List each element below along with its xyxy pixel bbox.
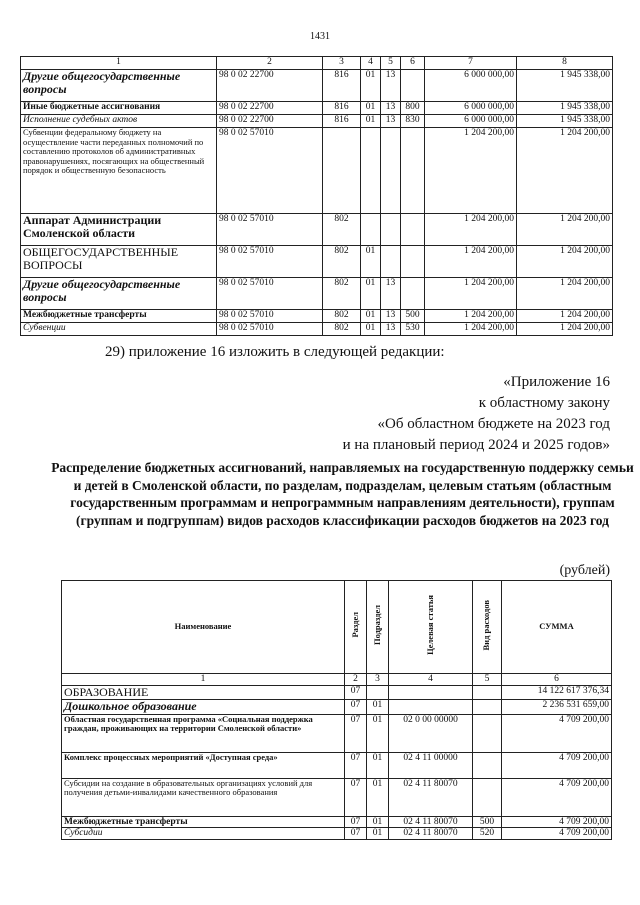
appendix-line: и на плановый период 2024 и 2025 годов» bbox=[342, 437, 610, 453]
cell: 01 bbox=[361, 102, 381, 115]
table-row bbox=[21, 128, 613, 214]
cell: 530 bbox=[401, 323, 425, 336]
row-name: Другие общегосударственные вопросы bbox=[21, 70, 217, 102]
col-header-target-article: Целевая статья bbox=[424, 595, 435, 656]
table-header-row bbox=[62, 581, 612, 674]
cell: 802 bbox=[323, 214, 361, 246]
row-name: Дошкольное образование bbox=[62, 700, 345, 714]
cell: 4 709 200,00 bbox=[502, 714, 612, 752]
table-row bbox=[21, 310, 613, 323]
cell: 1 204 200,00 bbox=[517, 278, 613, 310]
budget-table-continuation bbox=[20, 56, 613, 336]
cell: 800 bbox=[401, 102, 425, 115]
cell: 2 236 531 659,00 bbox=[502, 700, 612, 714]
table-row bbox=[21, 214, 613, 246]
cell: 1 945 338,00 bbox=[517, 70, 613, 102]
cell: 830 bbox=[401, 115, 425, 128]
cell: 6 000 000,00 bbox=[425, 70, 517, 102]
cell bbox=[367, 685, 389, 699]
row-name: Межбюджетные трансферты bbox=[21, 310, 217, 323]
col-header: 2 bbox=[217, 57, 323, 70]
cell: 1 945 338,00 bbox=[517, 102, 613, 115]
cell: 01 bbox=[367, 828, 389, 840]
cell: 4 709 200,00 bbox=[502, 778, 612, 816]
cell: 1 945 338,00 bbox=[517, 115, 613, 128]
cell bbox=[473, 714, 502, 752]
cell bbox=[361, 214, 381, 246]
row-name: Субвенции bbox=[21, 323, 217, 336]
cell: 4 709 200,00 bbox=[502, 828, 612, 840]
cell: 98 0 02 57010 bbox=[217, 278, 323, 310]
cell: 13 bbox=[381, 310, 401, 323]
cell: 01 bbox=[361, 278, 381, 310]
table-row bbox=[21, 278, 613, 310]
cell bbox=[381, 214, 401, 246]
col-header-subsection: Подраздел bbox=[371, 605, 382, 646]
table-number-row bbox=[62, 674, 612, 686]
cell bbox=[401, 214, 425, 246]
row-name: Аппарат Администрации Смоленской области bbox=[21, 214, 217, 246]
cell: 802 bbox=[323, 246, 361, 278]
cell: 6 000 000,00 bbox=[425, 102, 517, 115]
cell: 816 bbox=[323, 115, 361, 128]
col-header-sum: СУММА bbox=[502, 581, 612, 674]
col-header-expense-type: Вид расходов bbox=[481, 599, 492, 651]
cell: 01 bbox=[361, 70, 381, 102]
cell: 98 0 02 57010 bbox=[217, 323, 323, 336]
cell: 1 204 200,00 bbox=[517, 128, 613, 214]
cell: 1 204 200,00 bbox=[425, 278, 517, 310]
col-header: 7 bbox=[425, 57, 517, 70]
col-header: 5 bbox=[381, 57, 401, 70]
appendix-line: «Приложение 16 bbox=[503, 374, 610, 390]
cell bbox=[473, 700, 502, 714]
cell: 500 bbox=[473, 816, 502, 828]
cell: 01 bbox=[367, 778, 389, 816]
cell bbox=[401, 70, 425, 102]
amendment-item-29: 29) приложение 16 изложить в следующей редакции: bbox=[105, 344, 445, 360]
cell: 1 204 200,00 bbox=[425, 128, 517, 214]
cell: 07 bbox=[345, 778, 367, 816]
cell: 01 bbox=[361, 246, 381, 278]
cell: 98 0 02 22700 bbox=[217, 115, 323, 128]
cell: 13 bbox=[381, 115, 401, 128]
cell: 13 bbox=[381, 102, 401, 115]
cell: 1 204 200,00 bbox=[425, 246, 517, 278]
appendix-line: «Об областном бюджете на 2023 год bbox=[377, 416, 610, 432]
cell: 1 204 200,00 bbox=[425, 310, 517, 323]
col-header: 8 bbox=[517, 57, 613, 70]
cell: 13 bbox=[381, 278, 401, 310]
cell: 01 bbox=[367, 714, 389, 752]
cell: 1 204 200,00 bbox=[517, 323, 613, 336]
col-header: 3 bbox=[323, 57, 361, 70]
cell: 02 4 11 80070 bbox=[389, 816, 473, 828]
cell bbox=[401, 278, 425, 310]
cell: 07 bbox=[345, 816, 367, 828]
page-number: 1431 bbox=[310, 31, 330, 42]
table-row bbox=[62, 685, 612, 699]
row-name: Субсидии bbox=[62, 828, 345, 840]
cell: 98 0 02 22700 bbox=[217, 70, 323, 102]
row-name: ОБЩЕГОСУДАРСТВЕННЫЕ ВОПРОСЫ bbox=[21, 246, 217, 278]
cell: 4 709 200,00 bbox=[502, 816, 612, 828]
cell bbox=[401, 128, 425, 214]
cell: 07 bbox=[345, 828, 367, 840]
cell: 520 bbox=[473, 828, 502, 840]
col-number: 3 bbox=[367, 674, 389, 686]
col-number: 1 bbox=[62, 674, 345, 686]
cell: 816 bbox=[323, 102, 361, 115]
table-row bbox=[62, 778, 612, 816]
cell bbox=[473, 752, 502, 778]
cell bbox=[389, 700, 473, 714]
col-number: 5 bbox=[473, 674, 502, 686]
cell bbox=[389, 685, 473, 699]
col-number: 4 bbox=[389, 674, 473, 686]
table-row bbox=[62, 828, 612, 840]
col-number: 6 bbox=[502, 674, 612, 686]
cell: 01 bbox=[367, 700, 389, 714]
cell: 07 bbox=[345, 700, 367, 714]
cell bbox=[473, 685, 502, 699]
cell: 98 0 02 57010 bbox=[217, 246, 323, 278]
cell bbox=[381, 246, 401, 278]
cell: 98 0 02 57010 bbox=[217, 310, 323, 323]
table-row bbox=[62, 700, 612, 714]
document-title: Распределение бюджетных ассигнований, направляемых на государственную поддержку семьи и детей в Смоленской области, по разделам, подразделам, целевым статьям (областным государственным программам и непрограммным направлениям деятельности), группам (группам и подгруппам) видов расходов классификации расходов бюджетов на 2023 год bbox=[51, 460, 634, 528]
cell: 07 bbox=[345, 714, 367, 752]
table-row bbox=[21, 323, 613, 336]
cell: 98 0 02 57010 bbox=[217, 214, 323, 246]
row-name: ОБРАЗОВАНИЕ bbox=[62, 685, 345, 699]
row-name: Другие общегосударственные вопросы bbox=[21, 278, 217, 310]
cell bbox=[361, 128, 381, 214]
cell bbox=[323, 128, 361, 214]
cell: 01 bbox=[361, 323, 381, 336]
row-name: Иные бюджетные ассигнования bbox=[21, 102, 217, 115]
units-label: (рублей) bbox=[559, 563, 610, 578]
cell: 1 204 200,00 bbox=[517, 310, 613, 323]
cell: 07 bbox=[345, 685, 367, 699]
row-name: Областная государственная программа «Социальная поддержка граждан, проживающих на территории Смоленской области» bbox=[62, 714, 345, 752]
table-row bbox=[62, 752, 612, 778]
cell: 13 bbox=[381, 323, 401, 336]
cell: 816 bbox=[323, 70, 361, 102]
col-header: 4 bbox=[361, 57, 381, 70]
cell: 4 709 200,00 bbox=[502, 752, 612, 778]
cell: 13 bbox=[381, 70, 401, 102]
cell: 01 bbox=[361, 115, 381, 128]
table-header-row bbox=[21, 57, 613, 70]
cell: 02 0 00 00000 bbox=[389, 714, 473, 752]
table-row bbox=[21, 115, 613, 128]
col-number: 2 bbox=[345, 674, 367, 686]
cell: 02 4 11 00000 bbox=[389, 752, 473, 778]
table-row bbox=[62, 816, 612, 828]
cell bbox=[401, 246, 425, 278]
cell: 01 bbox=[367, 816, 389, 828]
row-name: Комплекс процессных мероприятий «Доступная среда» bbox=[62, 752, 345, 778]
cell: 01 bbox=[367, 752, 389, 778]
cell: 1 204 200,00 bbox=[425, 323, 517, 336]
cell: 802 bbox=[323, 278, 361, 310]
row-name: Межбюджетные трансферты bbox=[62, 816, 345, 828]
table-row bbox=[21, 102, 613, 115]
cell: 6 000 000,00 bbox=[425, 115, 517, 128]
row-name: Субсидии на создание в образовательных организациях условий для получения детьми-инвалидами качественного образования bbox=[62, 778, 345, 816]
cell: 802 bbox=[323, 323, 361, 336]
cell bbox=[473, 778, 502, 816]
cell: 01 bbox=[361, 310, 381, 323]
cell: 1 204 200,00 bbox=[517, 214, 613, 246]
table-row bbox=[21, 246, 613, 278]
cell: 802 bbox=[323, 310, 361, 323]
table-row bbox=[62, 714, 612, 752]
cell: 1 204 200,00 bbox=[425, 214, 517, 246]
cell: 14 122 617 376,34 bbox=[502, 685, 612, 699]
table-row bbox=[21, 70, 613, 102]
appendix-line: к областному закону bbox=[478, 395, 610, 411]
cell: 98 0 02 22700 bbox=[217, 102, 323, 115]
cell: 02 4 11 80070 bbox=[389, 778, 473, 816]
cell: 500 bbox=[401, 310, 425, 323]
cell: 98 0 02 57010 bbox=[217, 128, 323, 214]
col-header: 6 bbox=[401, 57, 425, 70]
appendix-reference bbox=[343, 372, 610, 456]
col-header-name: Наименование bbox=[62, 581, 345, 674]
allocation-table bbox=[61, 580, 612, 840]
row-name: Субвенции федеральному бюджету на осуществление части переданных полномочий по составлению протоколов об административных правонарушениях, посягающих на общественный порядок и общественную безопасность bbox=[21, 128, 217, 214]
cell: 02 4 11 80070 bbox=[389, 828, 473, 840]
col-header-section: Раздел bbox=[349, 612, 360, 638]
col-header: 1 bbox=[21, 57, 217, 70]
cell: 1 204 200,00 bbox=[517, 246, 613, 278]
cell: 07 bbox=[345, 752, 367, 778]
cell bbox=[381, 128, 401, 214]
row-name: Исполнение судебных актов bbox=[21, 115, 217, 128]
